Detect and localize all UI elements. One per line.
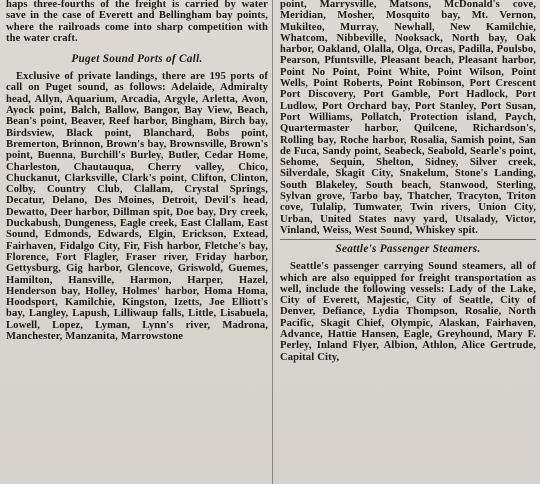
- intro-paragraph: haps three-fourths of the freight is carried by water save in the case of Everett and Bellingham bay points, where the railroads come into sharp competition with the water craft.: [6, 0, 268, 44]
- ports-paragraph: Exclusive of private landings, there are 195 ports of call on Puget sound, as follows: Adelaide, Admiralty head, Allyn, Aquarium, Arcadia, Argyle, Arletta, Avon, Ayock point, Balch, Ballow, Bangor, Bay View, Beach, Bean's point, Beaver, Reef harbor, Bingham, Birch bay, Birdsview, Black point, Blanchard, Bobs point, Bremerton, Brinnon, Brown's bay, Brownsville, Brown's point, Buenna, Burchill's Burley, Butler, Cedar Home, Charleston, Chautauqua, Cherry valley, Chico, Chuckanut, Clarksville, Clark's point, Clifton, Clinton, Colby, Country Club, Clallam, Crystal Springs, Decatur, Delano, Des Moines, Detroit, Devil's head, Dewatto, Deer harbor, Dillman spit, Doe bay, Dry creek, Duckabush, Dungeness, Eagle creek, East Clallam, East Sound, Edmonds, Edwards, Elgin, Erickson, Extead, Fairhaven, Fidalgo City, Fir, Fish harbor, Fletche's bay, Florence, Fort Flagler, Fraser river, Friday harbor, Gettysburg, Gig harbor, Glencove, Griswold, Guemes, Hamilton, Hansville, Harmon, Harper, Hazel, Henderson bay, Holley, Holmes' harbor, Homa Homa, Hoodsport, Kamilchie, Kingston, Izetts, Joe Elliott's bay, Langley, Lapush, Lilliwaup falls, Little, Lisabuela, Lowell, Lopez, Lyman, Lynn's river, Madrona, Manchester, Manzanita, Marrowstone: [6, 71, 268, 343]
- steamers-paragraph: Seattle's passenger carrying Sound steamers, all of which are also equipped for freight transportation as well, include the following vessels: Lady of the Lake, City of Everett, Majestic, City of Seattle, City of Denver, Defiance, Lydia Thompson, Rosalie, North Pacific, Skagit Chief, Olympic, Alaskan, Fairhaven, Advance, Hattie Hansen, Eagle, Greyhound, Mary F. Perley, Inland Flyer, Albion, Athlon, Alice Gertrude, Capital City,: [280, 261, 536, 363]
- section-heading-steamers: Seattle's Passenger Steamers.: [280, 239, 536, 255]
- ports-continued-paragraph: point, Marrysville, Matsons, McDonald's cove, Meridian, Mosher, Mosquito bay, Mt. Vernon, Mukilteo, Murray, Newhall, New Kamilchie, Whatcom, Nibbeville, Nooksack, North bay, Oak harbor, Oakland, Olalla, Olga, Orcas, Padilla, Poulsbo, Pearson, Pfuntsville, Pleasant beach, Pleasant harbor, Point No Point, Point White, Point Wilson, Point Wells, Point Roberts, Point Robinson, Port Crescent Port Discovery, Port Gamble, Port Hadlock, Port Ludlow, Port Orchard bay, Port Stanley, Port Susan, Port Williams, Pollatch, Protection island, Paych, Quartermaster harbor, Quilcene, Richardson's, Rolling bay, Roche harbor, Rosalia, Samish point, San de Fuca, Sandy point, Seabeck, Seabold, Searle's point, Sehome, Sequin, Shelton, Sidney, Silver creek, Silverdale, Skagit City, Snakelum, Stone's Landing, South Blakeley, South beach, Stanwood, Sterling, Sylvan grove, Tarbo bay, Thatcher, Tracyton, Triton cove, Tulalip, Tumwater, Twin rivers, Union City, Urban, United States navy yard, Utsalady, Victor, Vinland, Weiss, West Sound, Whiskey spit.: [280, 0, 537, 236]
- section-heading-ports: Puget Sound Ports of Call.: [71, 53, 203, 66]
- column-divider: [272, 0, 273, 484]
- right-column: [274, 0, 540, 484]
